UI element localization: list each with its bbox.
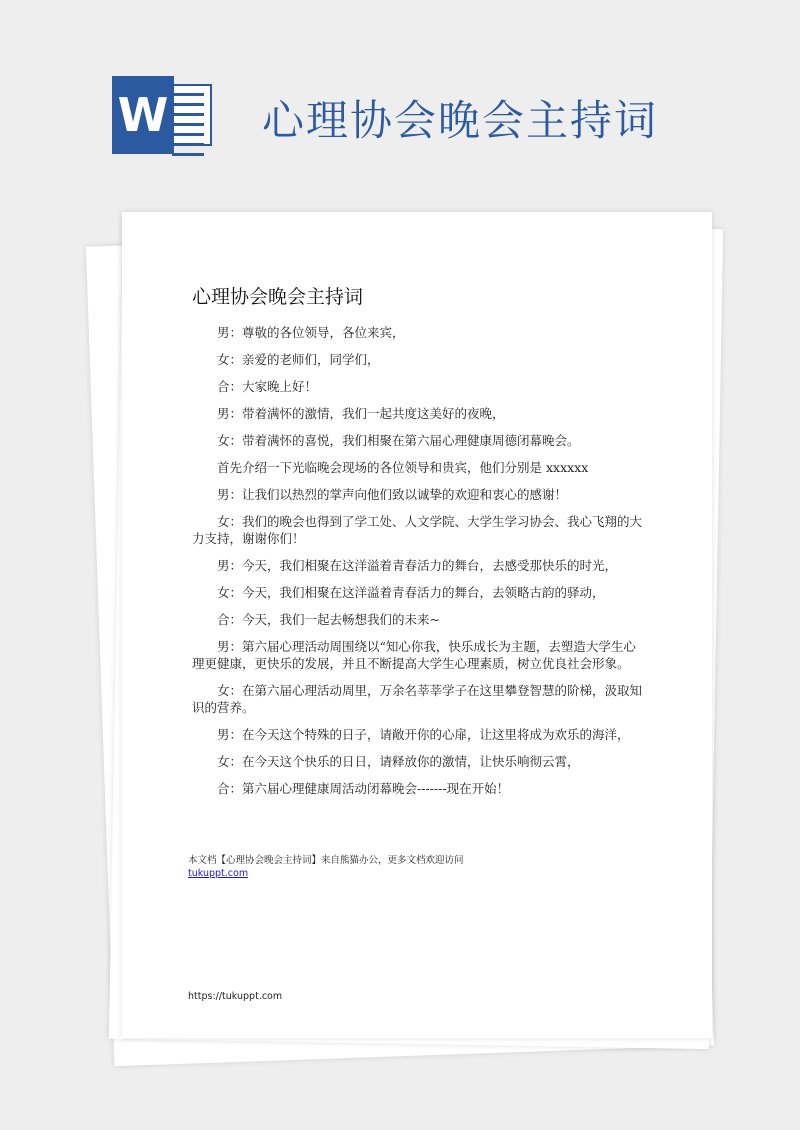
paragraph: 女：我们的晚会也得到了学工处、人文学院、大学生学习协会、我心飞翔的大力支持，谢谢你们！: [192, 514, 643, 546]
page-footer-url: https://tukuppt.com: [188, 991, 283, 1002]
paragraph: 男：在今天这个特殊的日子，请敞开你的心扉，让这里将成为欢乐的海洋，: [217, 727, 630, 742]
paragraph: 女：在第六届心理活动周里，万余名莘莘学子在这里攀登智慧的阶梯，汲取知识的营养。: [192, 683, 643, 715]
document-body: [192, 324, 642, 807]
source-note: [188, 854, 464, 880]
paragraph: 合：大家晚上好！: [217, 379, 318, 394]
source-link[interactable]: tukuppt.com: [188, 868, 249, 879]
paragraph: 男：带着满怀的激情，我们一起共度这美好的夜晚，: [217, 406, 505, 421]
paragraph: 女：今天，我们相聚在这洋溢着青春活力的舞台，去领略古韵的驿动，: [217, 585, 605, 600]
paragraph: 男：第六届心理活动周围绕以“知心你我，快乐成长为主题，去塑造大学生心理更健康，更快乐的发展，并且不断提高大学生心理素质，树立优良社会形象。: [192, 639, 636, 671]
paragraph: 合：今天，我们一起去畅想我们的未来~: [217, 612, 440, 627]
word-app-icon: [112, 76, 212, 154]
paragraph: 首先介绍一下光临晚会现场的各位领导和贵宾，他们分别是 xxxxxx: [217, 460, 589, 475]
paragraph: 男：尊敬的各位领导，各位来宾，: [217, 325, 405, 340]
source-note-text: 本文档【心理协会晚会主持词】来自熊猫办公，更多文档欢迎访问: [188, 855, 464, 866]
paragraph: 女：亲爱的老师们，同学们，: [217, 352, 380, 367]
banner-title: 心理协会晚会主持词: [262, 96, 659, 145]
document-page: [122, 212, 712, 1038]
paragraph: 男：让我们以热烈的掌声向他们致以诚挚的欢迎和衷心的感谢！: [217, 487, 568, 502]
paragraph: 合：第六届心理健康周活动闭幕晚会-------现在开始！: [217, 781, 510, 796]
paragraph: 男：今天，我们相聚在这洋溢着青春活力的舞台，去感受那快乐的时光，: [217, 558, 618, 573]
word-letter-badge: W: [112, 76, 174, 154]
paragraph: 女：在今天这个快乐的日日，请释放你的激情，让快乐响彻云霄，: [217, 754, 580, 769]
paragraph: 女：带着满怀的喜悦，我们相聚在第六届心理健康周德闭幕晚会。: [217, 433, 580, 448]
document-title: 心理协会晚会主持词: [192, 286, 364, 308]
